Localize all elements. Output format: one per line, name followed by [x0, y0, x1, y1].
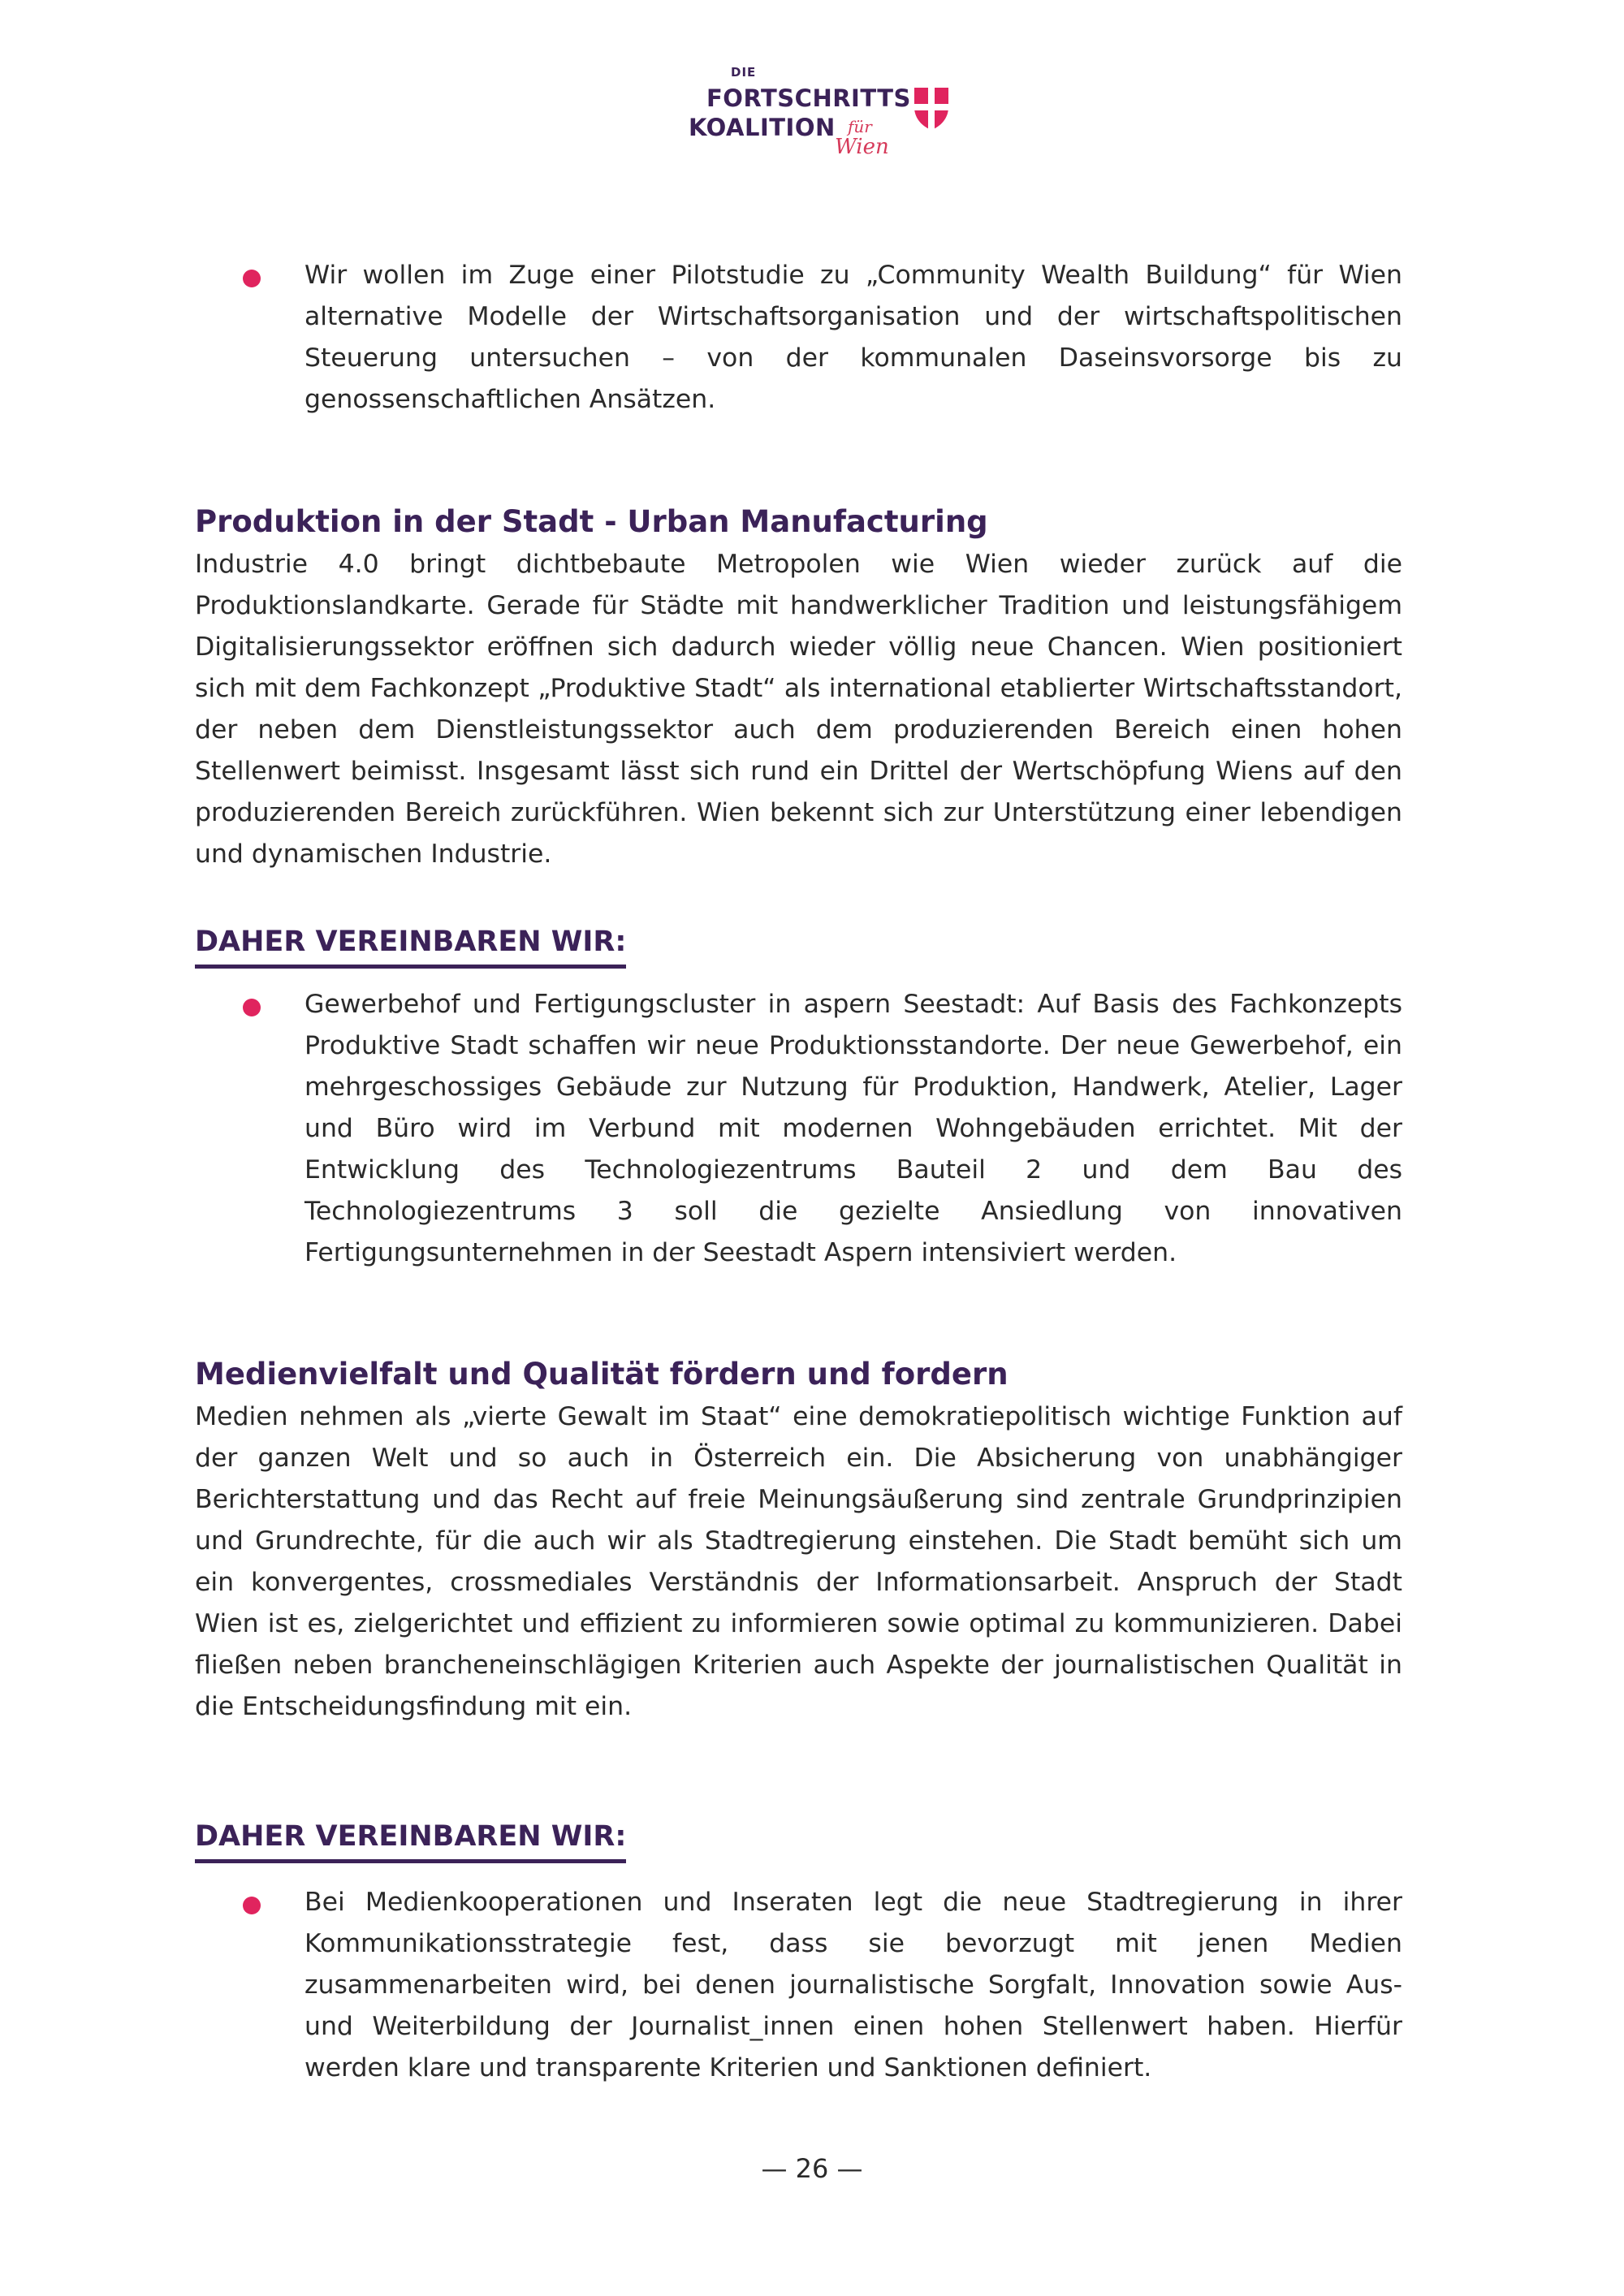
- logo-line-2: KOALITION: [689, 114, 836, 141]
- daher-vereinbaren-wir-2: [195, 1817, 626, 1863]
- section-body: Medien nehmen als „vierte Gewalt im Staat“ eine demokratiepolitisch wichtige Funktion auf der ganzen Welt und so auch in Österreich ein. Die Absicherung von unabhängiger Berichterstattung und das Recht auf freie Meinungsäußerung sind zentrale Grundprinzipien und Grundrechte, für die auch wir als Stadtregierung einstehen. Die Stadt bemüht sich um ein konvergentes, crossmediales Verständnis der Informationsarbeit. Anspruch der Stadt Wien ist es, zielgerichtet und effizient zu informieren sowie optimal zu kommunizieren. Dabei fließen neben brancheneinschlägigen Kriterien auch Aspekte der journalistischen Qualität in die Entscheidungsfindung mit ein.: [195, 1402, 1402, 1721]
- page-number: — 26 —: [761, 2153, 863, 2184]
- bullet-text: Bei Medienkooperationen und Inseraten legt die neue Stadtregierung in ihrer Kommunikationsstrategie fest, dass sie bevorzugt mit jenen Medien zusammenarbeiten wird, bei denen journalistische Sorgfalt, Innovation sowie Aus- und Weiterbildung der Journalist_innen einen hohen Stellenwert haben. Hierfür werden klare und transparente Kriterien und Sanktionen definiert.: [304, 1888, 1402, 2082]
- section-medienvielfalt: [195, 1353, 1402, 1728]
- vienna-shield-icon: [913, 86, 950, 132]
- daher-label: DAHER VEREINBAREN WIR:: [195, 922, 626, 969]
- bullet-dot-icon: [243, 1897, 261, 1914]
- bullet-dot-icon: [243, 270, 261, 287]
- bullet-text: Wir wollen im Zuge einer Pilotstudie zu „Community Wealth Buildung“ für Wien alternative Modelle der Wirtschaftsorganisation und der wirtschaftspolitischen Steuerung untersuchen – von der kommunalen Daseinsvorsorge bis zu genossenschaftlichen Ansätzen.: [304, 261, 1402, 414]
- section-heading: Medienvielfalt und Qualität fördern und fordern: [195, 1357, 1009, 1392]
- bullet-community-wealth: [304, 255, 1402, 421]
- bullet-medienkooperationen: [304, 1882, 1402, 2089]
- section-heading: Produktion in der Stadt - Urban Manufacturing: [195, 504, 988, 539]
- coalition-logo: [689, 65, 957, 162]
- bullet-text: Gewerbehof und Fertigungscluster in aspern Seestadt: Auf Basis des Fachkonzepts Produktive Stadt schaffen wir neue Produktionsstandorte. Der neue Gewerbehof, ein mehrgeschossiges Gebäude zur Nutzung für Produktion, Handwerk, Atelier, Lager und Büro wird im Verbund mit modernen Wohngebäuden errichtet. Mit der Entwicklung des Technologiezentrums Bauteil 2 und dem Bau des Technologiezentrums 3 soll die gezielte Ansiedlung von innovativen Fertigungsunternehmen in der Seestadt Aspern intensiviert werden.: [304, 990, 1402, 1267]
- daher-label: DAHER VEREINBAREN WIR:: [195, 1817, 626, 1863]
- logo-line-1: FORTSCHRITTS: [706, 84, 911, 112]
- daher-vereinbaren-wir-1: [195, 922, 626, 969]
- bullet-gewerbehof: [304, 984, 1402, 1274]
- bullet-dot-icon: [243, 999, 261, 1016]
- logo-die: DIE: [731, 65, 757, 80]
- section-body: Industrie 4.0 bringt dichtbebaute Metropolen wie Wien wieder zurück auf die Produktionslandkarte. Gerade für Städte mit handwerklicher Tradition und leistungsfähigem Digitalisierungssektor eröffnen sich dadurch wieder völlig neue Chancen. Wien positioniert sich mit dem Fachkonzept „Produktive Stadt“ als international etablierter Wirtschaftsstandort, der neben dem Dienstleistungssektor auch dem produzierenden Bereich einen hohen Stellenwert beimisst. Insgesamt lässt sich rund ein Drittel der Wertschöpfung Wiens auf den produzierenden Bereich zurückführen. Wien bekennt sich zur Unterstützung einer lebendigen und dynamischen Industrie.: [195, 550, 1402, 869]
- logo-script-wien: Wien: [835, 135, 889, 159]
- logo-script-fuer: für: [848, 117, 872, 136]
- section-urban-manufacturing: [195, 500, 1402, 875]
